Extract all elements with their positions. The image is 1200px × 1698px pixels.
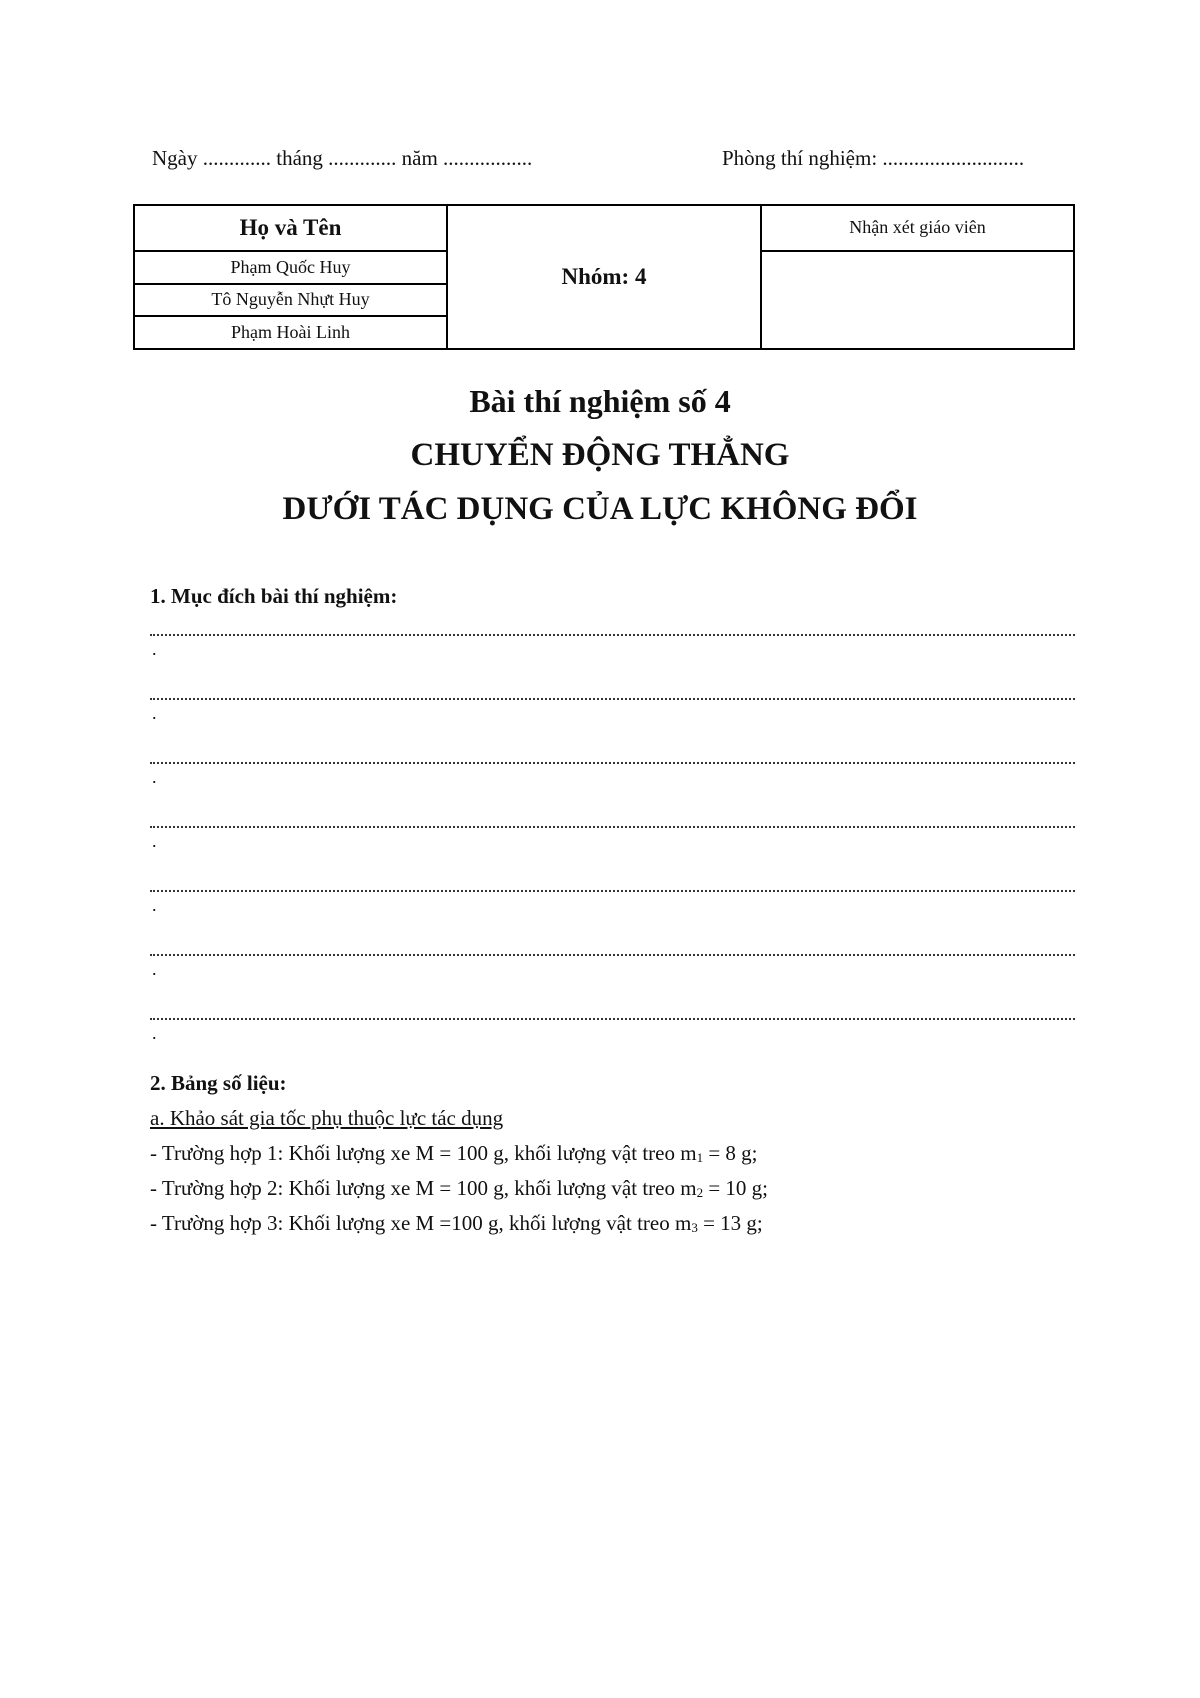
name-header: Họ và Tên [134, 205, 447, 251]
case-subscript: 2 [696, 1185, 704, 1200]
line-tail: . [152, 959, 157, 979]
case-text: - Trường hợp 3: Khối lượng xe M =100 g, khối lượng vật treo m [150, 1211, 692, 1235]
experiment-title-line-1: CHUYỂN ĐỘNG THẲNG [410, 437, 790, 473]
case-text: - Trường hợp 2: Khối lượng xe M = 100 g, khối lượng vật treo m [150, 1176, 697, 1200]
comment-header: Nhận xét giáo viên [761, 205, 1074, 251]
case-subscript: 3 [691, 1220, 698, 1235]
member-name: Tô Nguyễn Nhựt Huy [134, 284, 447, 317]
case-value: = 8 g; [703, 1141, 758, 1165]
line-tail: . [152, 703, 157, 723]
section-purpose-heading: 1. Mục đích bài thí nghiệm: [150, 584, 398, 608]
experiment-number-title: Bài thí nghiệm số 4 [469, 383, 731, 419]
line-tail: . [152, 1023, 157, 1043]
line-tail: . [152, 831, 157, 851]
dotted-answer-line [150, 620, 1075, 684]
dotted-answer-line [150, 748, 1075, 812]
section-data-heading: 2. Bảng số liệu: [150, 1071, 287, 1095]
lab-line: Phòng thí nghiệm: ........................... [722, 146, 1025, 170]
info-table [133, 204, 1075, 350]
dotted-answer-line [150, 940, 1075, 1004]
date-line: Ngày ............. tháng ............. năm ................. [152, 146, 533, 170]
line-tail: . [152, 895, 157, 915]
case-value: = 13 g; [697, 1211, 763, 1235]
case-line-1 [150, 1141, 758, 1166]
dotted-answer-line [150, 1004, 1075, 1068]
comment-box [761, 251, 1074, 349]
case-subscript: 1 [696, 1150, 704, 1165]
line-tail: . [152, 639, 157, 659]
case-line-2 [150, 1176, 768, 1201]
experiment-title-line-2: DƯỚI TÁC DỤNG CỦA LỰC KHÔNG ĐỔI [282, 491, 918, 527]
purpose-answer-lines [150, 620, 1075, 1068]
line-tail: . [152, 767, 157, 787]
dotted-answer-line [150, 812, 1075, 876]
case-line-3 [150, 1211, 763, 1236]
group-label: Nhóm: 4 [447, 205, 761, 349]
dotted-answer-line [150, 876, 1075, 940]
member-name: Phạm Quốc Huy [134, 251, 447, 284]
subsection-heading: a. Khảo sát gia tốc phụ thuộc lực tác dụng [150, 1106, 504, 1130]
case-text: - Trường hợp 1: Khối lượng xe M = 100 g, khối lượng vật treo m [150, 1141, 697, 1165]
case-value: = 10 g; [703, 1176, 769, 1200]
dotted-answer-line [150, 684, 1075, 748]
member-name: Phạm Hoài Linh [134, 316, 447, 349]
